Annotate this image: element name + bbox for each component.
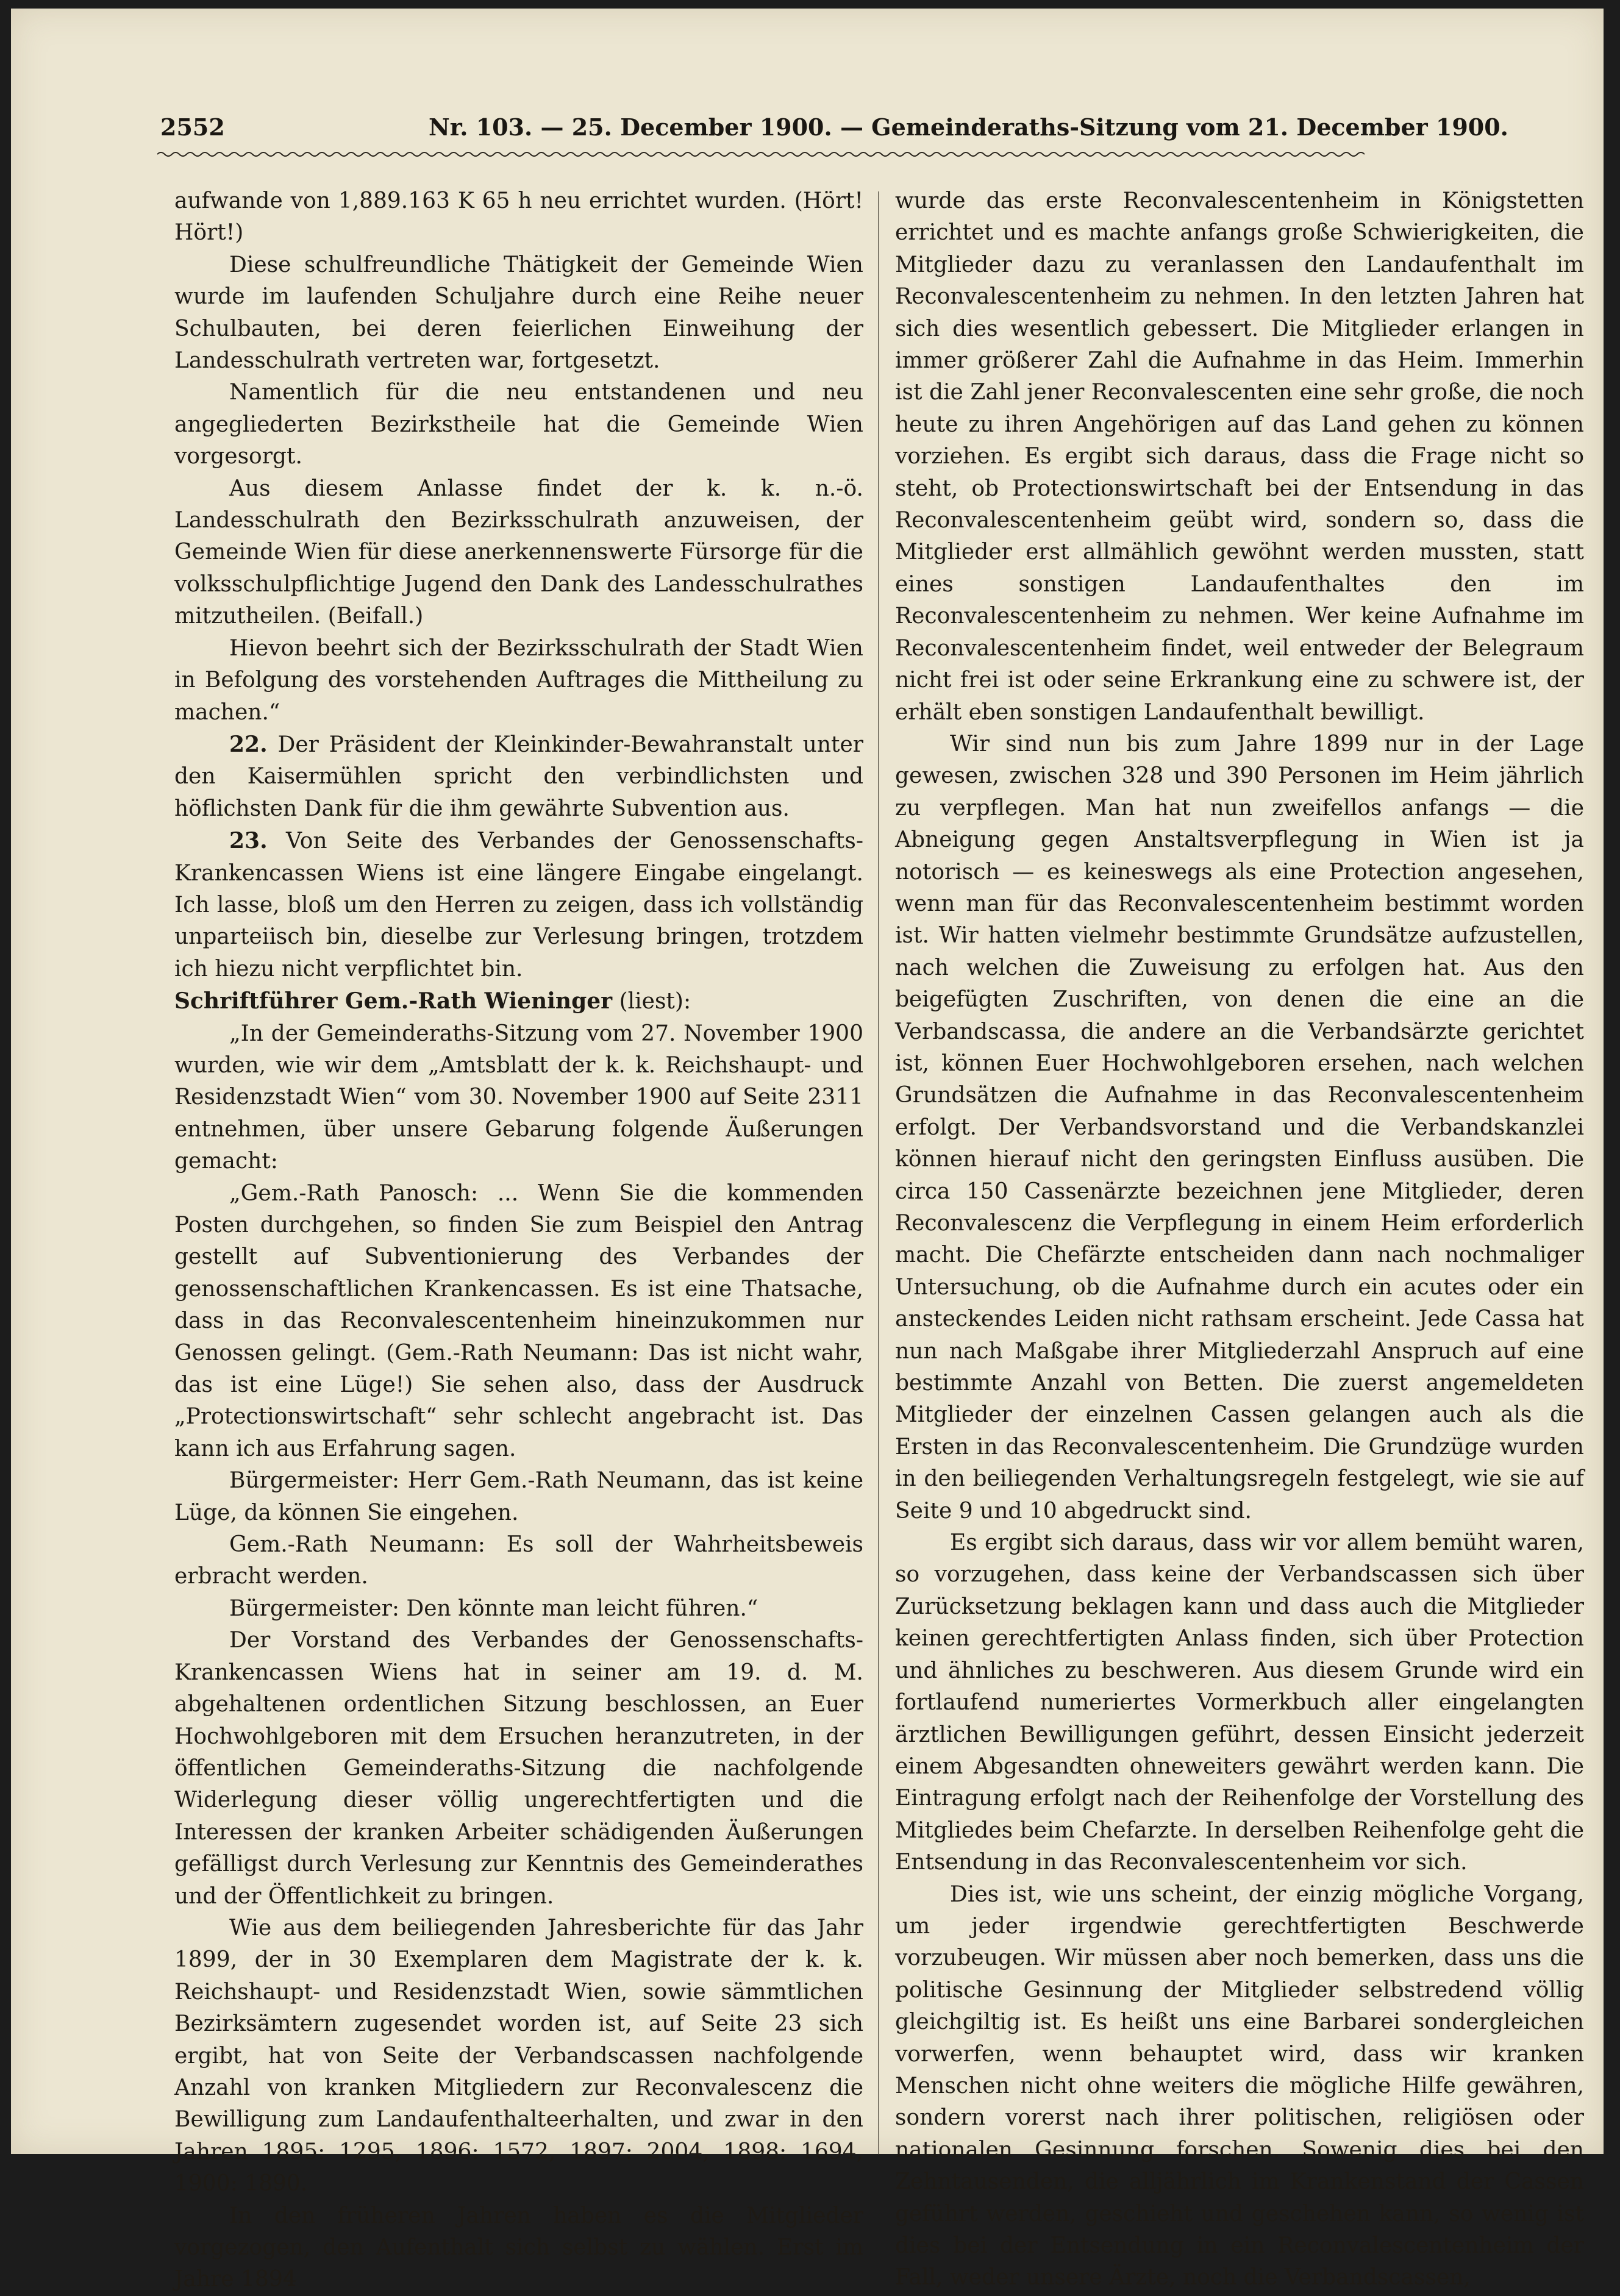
paragraph: „In der Gemeinderaths-Sitzung vom 27. November 1900 wurden, wie wir dem „Amtsblatt der k. k. Reichshaupt- und Residenzstadt Wien“ vom 30. November 1900 auf Seite 2311 entnehmen, über unsere Gebarung folgende Äußerungen gemacht: [174,1021,863,1174]
paragraph: Dies ist, wie uns scheint, der einzig mögliche Vorgang, um jeder irgendwie gerechtfertigten Beschwerde vorzubeugen. Wir müssen aber noch bemerken, dass uns die politische Gesinnung der Mitglieder selbstredend völlig gleichgiltig ist. Es heißt uns eine Barbarei sondergleichen vorwerfen, wenn behauptet wird, dass wir kranken Menschen nicht ohne weiters die mögliche Hilfe gewähren, sondern vorerst nach ihrer politischen, religiösen oder nationalen Gesinnung forschen. Sowenig dies bei den Zehntausenden, die alljährlich im Krankenstand der Cassen geführt werden, geschieht und geschehen kann, so wenig ist dies bei der Entsendung in ein Reconvalescentenheim der Fall, weder unsere Ärzte, noch die Verbandscassen, [895,1881,1584,2291]
agenda-item-22 [174,729,863,825]
running-title: Nr. 103. — 25. December 1900. — Gemeinderaths-Sitzung vom 21. December 1900. [429,113,1508,141]
paragraph: aufwande von 1,889.163 K 65 h neu errichtet wurden. (Hört! Hört!) [174,188,863,246]
paragraph: Aus diesem Anlasse findet der k. k. n.-ö. Landesschulrath den Bezirksschulrath anzuweisen, der Gemeinde Wien für diese anerkennenswerte Fürsorge für die volksschulpflichtige Jugend den Dank des Landesschulrathes mitzutheilen. (Beifall.) [174,476,863,629]
paragraph: Der Vorstand des Verbandes der Genossenschafts-Krankencassen Wiens hat in seiner am 19. d. M. abgehaltenen ordentlichen Sitzung beschlossen, an Euer Hochwohlgeboren mit dem Ersuchen heranzutreten, in der öffentlichen Gemeinderaths-Sitzung die nachfolgende Widerlegung dieser völlig ungerechtfertigten und die Interessen der kranken Arbeiter schädigenden Äußerungen gefälligst durch Verlesung zur Kenntnis des Gemeinderathes und der Öffentlichkeit zu bringen. [174,1628,863,1909]
paragraph: „Gem.-Rath Panosch: ... Wenn Sie die kommenden Posten durchgehen, so finden Sie zum Beispiel den Antrag gestellt auf Subventionierung des Verbandes der genossenschaftlichen Krankencassen. Es ist eine Thatsache, dass in das Reconvalescentenheim hineinzukommen nur Genossen gelingt. (Gem.-Rath Neumann: Das ist nicht wahr, das ist eine Lüge!) Sie sehen also, dass der Ausdruck „Protectionswirtschaft“ sehr schlecht angebracht ist. Das kann ich aus Erfahrung sagen. [174,1180,863,1461]
speaker-name: Schriftführer Gem.-Rath Wieninger [174,988,613,1014]
speaker-note: (liest): [619,989,691,1014]
paragraph: Diese schulfreundliche Thätigkeit der Gemeinde Wien wurde im laufenden Schuljahre durch eine Reihe neuer Schulbauten, bei deren feierlichen Einweihung der Landesschulrath vertreten war, fortgesetzt. [174,252,863,374]
column-divider [878,191,879,2155]
newspaper-page [11,9,1604,2292]
left-column [174,185,863,2296]
paragraph: Wie aus dem beiliegenden Jahresberichte für das Jahr 1899, der in 30 Exemplaren dem Magistrate der k. k. Reichshaupt- und Residenzstadt Wien, sowie sämmtlichen Bezirksämtern zugesendet worden ist, auf Seite 23 sich ergibt, hat von Seite der Verbandscassen nachfolgende Anzahl von kranken Mitgliedern zur Reconvalescenz die Bewilligung zum Landaufenthalteerhalten, und zwar in den Jahren 1895: 1295, 1896: 1572, 1897: 2004, 1898: 1694, 1900: 1890. [174,1915,863,2197]
header-wavy-rule [157,150,1365,159]
item-text: Der Präsident der Kleinkinder-Bewahranstalt unter den Kaisermühlen spricht den verbindlichsten und höflichsten Dank für die ihm gewährte Subvention aus. [174,732,863,821]
page-header [160,107,1508,150]
paragraph: Gem.-Rath Neumann: Es soll der Wahrheitsbeweis erbracht werden. [174,1532,863,1589]
paragraph: Es ergibt sich daraus, dass wir vor allem bemüht waren, so vorzugehen, dass keine der Verbandscassen sich über Zurücksetzung beklagen kann und dass auch die Mitglieder keinen gerechtfertigten Anlass finden, sich über Protection und ähnliches zu beschweren. Aus diesem Grunde wird ein fortlaufend numeriertes Vormerkbuch aller eingelangten ärztlichen Bewilligungen geführt, dessen Einsicht jederzeit einem Abgesandten ohneweiters gewährt werden kann. Die Eintragung erfolgt nach der Reihenfolge der Vorstellung des Mitgliedes beim Chefarzte. In derselben Reihenfolge geht die Entsendung in das Reconvalescentenheim vor sich. [895,1530,1584,1875]
right-column [895,185,1584,2294]
item-number: 23. [229,828,268,854]
paragraph: Bürgermeister: Den könnte man leicht führen.“ [229,1595,758,1621]
paragraph: In den früheren Jahren haben es die Mitglieder vorgezogen, den Aufenthalt sich selbst zu wählen. Erst im Jahre 1894 [174,2203,863,2292]
paragraph: wurde das erste Reconvalescentenheim in Königstetten errichtet und es machte anfangs große Schwierigkeiten, die Mitglieder dazu zu veranlassen den Landaufenthalt im Reconvalescentenheim zu nehmen. In den letzten Jahren hat sich dies wesentlich gebessert. Die Mitglieder erlangen in immer größerer Zahl die Aufnahme in das Heim. Immerhin ist die Zahl jener Reconvalescenten eine sehr große, die noch heute zu ihren Angehörigen auf das Land gehen zu können vorziehen. Es ergibt sich daraus, dass die Frage nicht so steht, ob Protectionswirtschaft bei der Entsendung in das Reconvalescentenheim geübt wird, sondern so, dass die Mitglieder erst allmählich gewöhnt werden mussten, statt eines sonstigen Landaufenthaltes den im Reconvalescentenheim zu nehmen. Wer keine Aufnahme im Reconvalescentenheim findet, weil entweder der Belegraum nicht frei ist oder seine Erkrankung eine zu schwere ist, der erhält eben sonstigen Landaufenthalt bewilligt. [895,188,1584,725]
paragraph: Wir sind nun bis zum Jahre 1899 nur in der Lage gewesen, zwischen 328 und 390 Personen im Heim jährlich zu verpflegen. Man hat nun zweifellos anfangs — die Abneigung gegen Anstaltsverpflegung in Wien ist ja notorisch — es keineswegs als eine Protection angesehen, wenn man für das Reconvalescentenheim bestimmt worden ist. Wir hatten vielmehr bestimmte Grundsätze aufzustellen, nach welchen die Zuweisung zu erfolgen hat. Aus den beigefügten Zuschriften, von denen die eine an die Verbandscassa, die andere an die Verbandsärzte gerichtet ist, können Euer Hochwohlgeboren ersehen, nach welchen Grundsätzen die Aufnahme in das Reconvalescentenheim erfolgt. Der Verbandsvorstand und die Verbandskanzlei können hierauf nicht den geringsten Einfluss ausüben. Die circa 150 Cassenärzte bezeichnen jene Mitglieder, deren Reconvalescenz die Verpflegung in einem Heim erforderlich macht. Die Chefärzte entscheiden dann nach nochmaliger Untersuchung, ob die Aufnahme durch ein acutes oder ein ansteckendes Leiden nicht rathsam erscheint. Jede Cassa hat nun nach Maßgabe ihrer Mitgliederzahl Anspruch auf eine bestimmte Anzahl von Betten. Die zuerst angemeldeten Mitglieder der einzelnen Cassen gelangen auch als die Ersten in das Reconvalescentenheim. Die Grundzüge wurden in den beiliegenden Verhaltungsregeln festgelegt, wie sie auf Seite 9 und 10 abgedruckt sind. [895,731,1584,1524]
agenda-item-23 [174,825,863,985]
page-number: 2552 [160,113,225,141]
paragraph: Namentlich für die neu entstandenen und neu angegliederten Bezirkstheile hat die Gemeinde Wien vorgesorgt. [174,380,863,469]
item-number: 22. [229,731,268,757]
item-text: Von Seite des Verbandes der Genossenschafts-Krankencassen Wiens ist eine längere Eingabe eingelangt. Ich lasse, bloß um den Herren zu zeigen, dass ich vollständig unparteiisch bin, dieselbe zur Verlesung bringen, trotzdem ich hiezu nicht verpflichtet bin. [174,829,863,982]
speaker-line [174,985,863,1018]
paragraph: Bürgermeister: Herr Gem.-Rath Neumann, das ist keine Lüge, da können Sie eingehen. [174,1468,863,1525]
paragraph: Hievon beehrt sich der Bezirksschulrath der Stadt Wien in Befolgung des vorstehenden Auftrages die Mittheilung zu machen.“ [174,635,863,725]
